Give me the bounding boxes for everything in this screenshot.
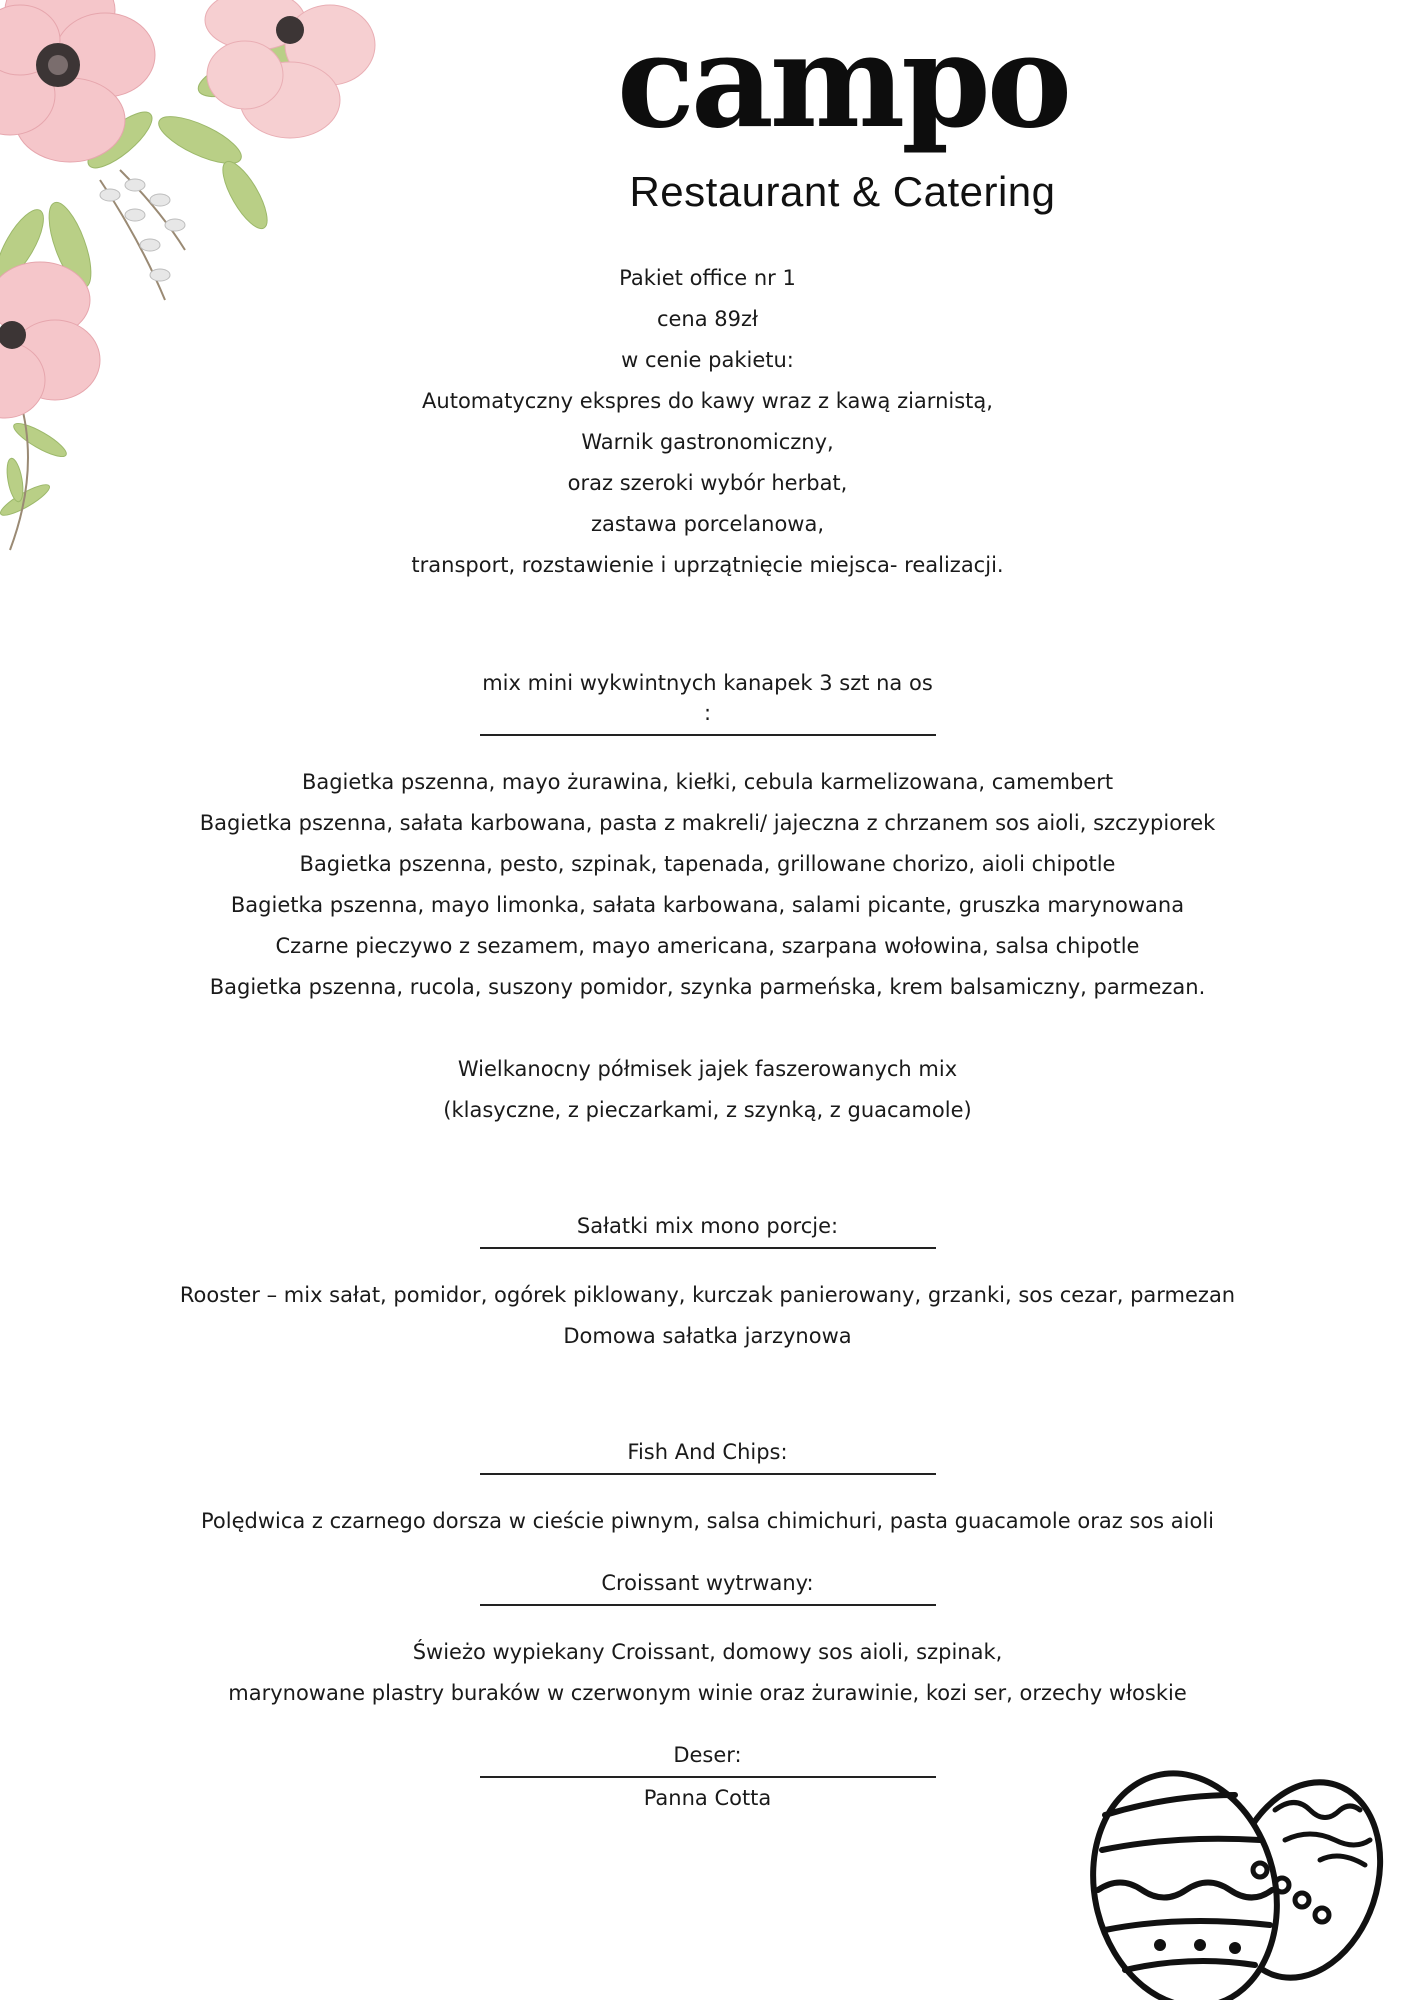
list-item: Bagietka pszenna, pesto, szpinak, tapenada, grillowane chorizo, aioli chipotle [299, 852, 1116, 876]
package-line: Automatyczny ekspres do kawy wraz z kawą ziarnistą, [422, 389, 993, 413]
list-item: Polędwica z czarnego dorsza w cieście piwnym, salsa chimichuri, pasta guacamole oraz sos aioli [200, 1509, 1215, 1533]
package-line: w cenie pakietu: [621, 348, 794, 372]
list-item: Czarne pieczywo z sezamem, mayo americana, szarpana wołowina, salsa chipotle [275, 934, 1140, 958]
easter-eggs-icon [1060, 1740, 1410, 2000]
list-item: Świeżo wypiekany Croissant, domowy sos aioli, szpinak, [412, 1640, 1003, 1664]
list-item: Panna Cotta [643, 1786, 772, 1810]
package-line: oraz szeroki wybór herbat, [567, 471, 848, 495]
brand-subtitle: Restaurant & Catering [629, 168, 1056, 215]
package-line: Warnik gastronomiczny, [581, 430, 834, 454]
croissant-heading: Croissant wytrwany: [480, 1568, 936, 1606]
list-item: Domowa sałatka jarzynowa [563, 1324, 852, 1348]
eggs-line: (klasyczne, z pieczarkami, z szynką, z guacamole) [443, 1098, 972, 1122]
list-item: marynowane plastry buraków w czerwonym winie oraz żurawinie, kozi ser, orzechy włoskie [228, 1681, 1187, 1705]
package-line: transport, rozstawienie i uprzątnięcie miejsca- realizacji. [411, 553, 1004, 577]
list-item: Rooster – mix sałat, pomidor, ogórek piklowany, kurczak panierowany, grzanki, sos cezar, parmezan [179, 1283, 1236, 1307]
fish-list [0, 1501, 1415, 1542]
menu-content [0, 258, 1415, 1819]
list-item: Bagietka pszenna, rucola, suszony pomidor, szynka parmeńska, krem balsamiczny, parmezan. [209, 975, 1206, 999]
brand-logo: campo [616, 7, 1069, 157]
dessert-heading: Deser: [480, 1740, 936, 1778]
salads-list [0, 1275, 1415, 1357]
package-line: zastawa porcelanowa, [590, 512, 825, 536]
eggs-platter [0, 1049, 1415, 1131]
croissant-list [0, 1632, 1415, 1714]
list-item: Bagietka pszenna, sałata karbowana, pasta z makreli/ jajeczna z chrzanem sos aioli, szczypiorek [199, 811, 1216, 835]
package-line: Pakiet office nr 1 [619, 266, 796, 290]
salads-heading: Sałatki mix mono porcje: [480, 1211, 936, 1249]
package-line: cena 89zł [656, 307, 759, 331]
list-item: Bagietka pszenna, mayo limonka, sałata karbowana, salami picante, gruszka marynowana [230, 893, 1185, 917]
package-info [0, 258, 1415, 586]
sandwiches-heading: mix mini wykwintnych kanapek 3 szt na os : [480, 668, 936, 736]
fish-heading: Fish And Chips: [480, 1437, 936, 1475]
sandwiches-list [0, 762, 1415, 1008]
eggs-line: Wielkanocny półmisek jajek faszerowanych mix [457, 1057, 958, 1081]
list-item: Bagietka pszenna, mayo żurawina, kiełki, cebula karmelizowana, camembert [301, 770, 1114, 794]
